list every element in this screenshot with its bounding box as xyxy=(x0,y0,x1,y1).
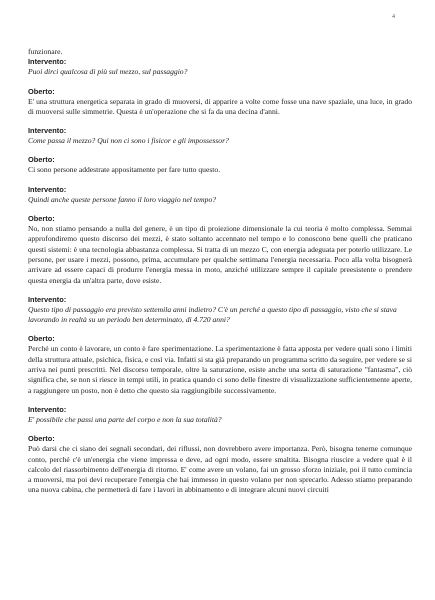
speaker-label: Oberto: xyxy=(28,86,55,96)
transcript-page xyxy=(28,47,412,505)
speaker-label: Intervento: xyxy=(28,294,67,304)
answer-text: Perché un conto è lavorare, un conto è fare sperimentazione. La sperimentazione è fatta apposta per vedere quali sono i limiti della struttura attuale, psichica, fisica, e così via. Infatti si sta già preparando un programma scritto da seguire, per vedere se si arriva nei punti prescritti. Nel discorso temporale, oltre la saturazione, esiste anche una sorta di saturazione "fantasma", ciò significa che, se non si riesce in tempi utili, in pratica quando ci sono delle finestre di visualizzazione sufficientemente aperte, a raggiungere un posto, non è detto che questo sia raggiungibile successivamente. xyxy=(28,344,412,395)
question-block xyxy=(28,57,412,77)
question-block xyxy=(28,126,412,146)
question-block xyxy=(28,295,412,326)
speaker-label: Oberto: xyxy=(28,155,55,165)
answer-block xyxy=(28,214,412,286)
question-text: Puoi dirci qualcosa di più sul mezzo, sul passaggio? xyxy=(28,67,188,77)
speaker-label: Oberto: xyxy=(28,434,55,444)
speaker-label: Oberto: xyxy=(28,214,55,224)
continued-fragment: funzionare. xyxy=(28,47,63,56)
speaker-label: Intervento: xyxy=(28,57,67,67)
answer-text: Ci sono persone addestrate appositamente per fare tutto questo. xyxy=(28,165,221,175)
question-text: Questo tipo di passaggio era previsto settemila anni indietro? C'è un perché a questo tipo di passaggio, visto che si stava lavorando in realtà su un periodo ben determinato, di 4.720 anni? xyxy=(28,304,397,325)
speaker-label: Intervento: xyxy=(28,126,67,136)
answer-block xyxy=(28,87,412,118)
question-block xyxy=(28,405,412,425)
answer-text: E' una struttura energetica separata in grado di muoversi, di apparire a volte come fosse una nave spaziale, una luce, in grado di muoversi sulle simmetrie. Questa è un'operazione che si fa da una decina d'anni. xyxy=(28,96,412,116)
speaker-label: Intervento: xyxy=(28,404,67,414)
answer-text: No, non stiamo pensando a nulla del genere, è un tipo di proiezione dimensionale la cui teoria è molto complessa. Semmai approfondiremo questo discorso dei mezzi, è stato soltanto accennato nel tempo e lo conoscono bene quelli che praticano questi sistemi: è una tecnologia abbastanza complessa. Si tratta di un mezzo C, con energia adeguata per poterlo utilizzare. Le persone, per usare i mezzi, possono, prima, accumulare per qualche settimana l'energia necessaria. Poco alla volta bisognerà arrivare ad essere capaci di produrre l'energia messa in moto, anziché utilizzare sempre il capitale preesistente o prendere questa energia da un'altra parte, dove esiste. xyxy=(28,224,412,285)
speaker-label: Intervento: xyxy=(28,184,67,194)
answer-block xyxy=(28,155,412,175)
answer-block xyxy=(28,334,412,395)
answer-text: Può darsi che ci siano dei segnali secondari, dei riflussi, non dovrebbero avere importanza. Però, bisogna tenerne comunque conto, perché c'è un'energia che viene impressa e deve, ad ogni modo, essere smaltita. Bisogna riuscire a vedere qual è il calcolo del riassorbimento dell'energia di ritorno. E' come avere un volano, fai un grosso sforzo iniziale, poi il tutto comincia a muoversi, ma poi devi recuperare l'energia che hai immesso in questo volano per non sprecarlo. Adesso stiamo preparando una nuova cabina, che permetterà di fare i lavori in abbinamento e di integrare alcuni nuovi circuiti xyxy=(28,444,412,495)
question-block xyxy=(28,185,412,205)
speaker-label: Oberto: xyxy=(28,334,55,344)
question-text: E' possibile che passi una parte del corpo e non la sua totalità? xyxy=(28,414,222,424)
answer-block xyxy=(28,434,412,495)
question-text: Quindi anche queste persone fanno il loro viaggio nel tempo? xyxy=(28,194,217,204)
page-mark: 4 xyxy=(392,14,396,20)
question-text: Come passa il mezzo? Qui non ci sono i fisicor e gli impossessor? xyxy=(28,136,229,146)
